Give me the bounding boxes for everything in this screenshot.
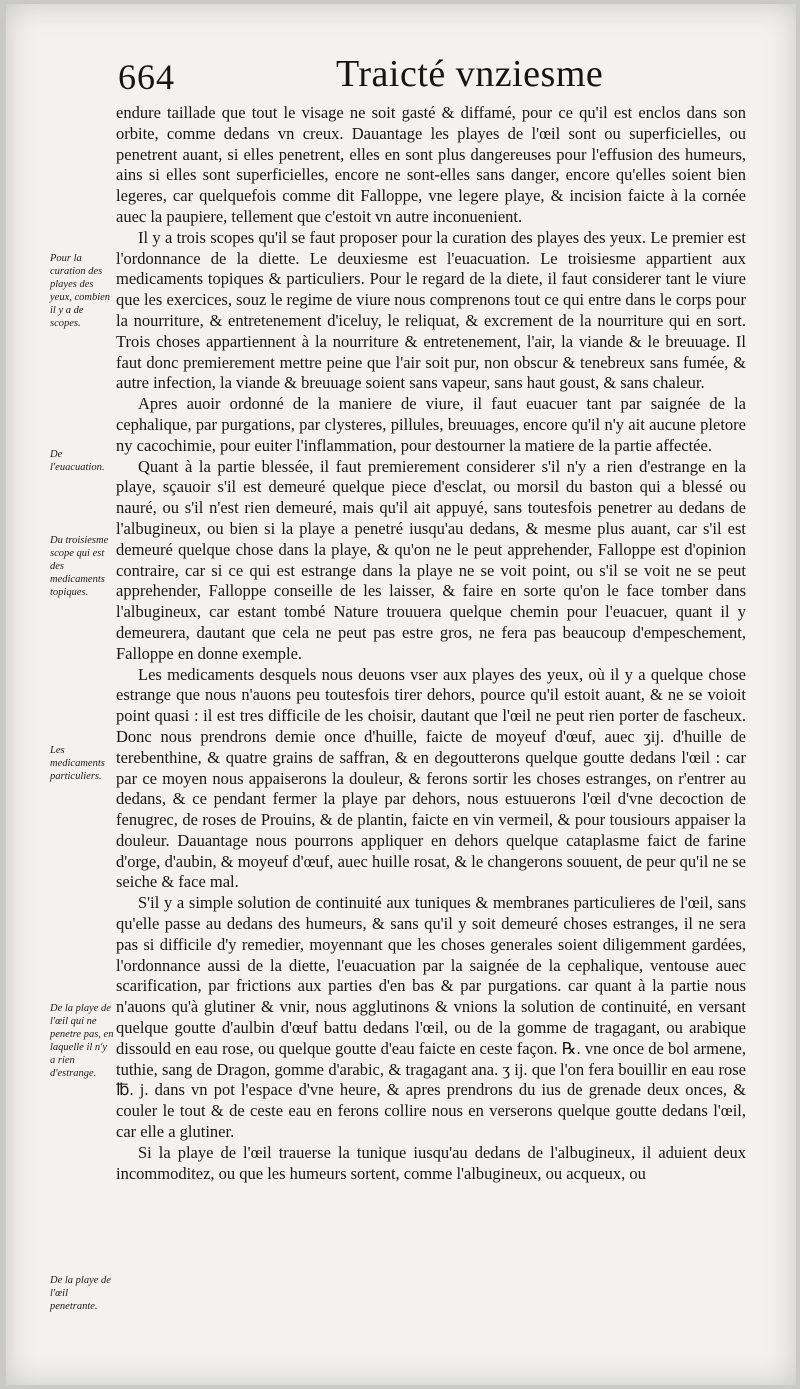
paragraph-medicaments: Les medicaments desquels nous deuons vser aux playes des yeux, où il y a quelque chose estrange que nous n'auons peu toutesfois tirer dehors, pource qu'il estoit auant, & ne se voioit point quasi : il est tres difficile de les choisir, dautant que l'œil ne peut rien porter de fascheux. Donc nous prendrons demie once d'huille, faicte de moyeuf d'œuf, auec ʒij. d'huille de terebenthine, & quatre grains de saffran, & en degoutterons quelque goutte dedans l'œil : car par ce moyen nous appaiserons la douleur, & ferons sortir les choses estranges, on r'entrer au dedans, & ce pendant fermer la playe par dehors, nous estuuerons l'œil d'vne decoction de fenugrec, de roses de Prouins, & de plantin, faicte en vin vermeil, & pour tousiours appaiser la douleur. Dauantage nous pourrons appliquer en dehors quelque cataplasme faict de farine d'orge, d'aubin, & moyeuf d'œuf, auec huille rosat, & le changerons souuent, de peur qu'il ne se seiche & face mal. [116,664,746,892]
sidenote-penetrating-wound: De la playe de l'œil penetrante. [50,1275,111,1312]
paragraph-penetrating-wound: Si la playe de l'œil trauerse la tunique iusqu'au dedans de l'albugineux, il aduient deux incommoditez, ou que les humeurs sortent, comme l'albugineux, ou acqueux, ou [116,1142,746,1183]
sidenote-evacuation: De l'euacuation. [50,449,105,473]
page-number: 664 [118,57,175,97]
body-text [116,103,746,1184]
sidenote-topical-medicaments: Du troisiesme scope qui est des medicaments topiques. [50,535,109,598]
paragraph-simple-solution: S'il y a simple solution de continuité aux tuniques & membranes particulieres de l'œil, sans qu'elle passe au dedans des humeurs, & sans qu'il y soit demeuré choses estranges, il ne sera pas si difficile d'y remedier, moyennant que les choses generales soient diligemment gardées, l'ordonnance aussi de la diette, l'euacuation par la saignée de la cephalique, ventouse auec scarification, par frictions aux parties d'en bas & par purgations. car quant à la partie nous n'auons qu'à glutiner & vnir, nous agglutinons & vnions la solution de continuité, en versant quelque goutte d'aulbin d'œuf battu dedans l'œil, ou de la gomme de tragagant, ou arabique dissould en eau rose, ou quelque goutte d'eau faicte en ceste façon. ℞. vne once de bol armene, tuthie, sang de Dragon, gomme d'arabic, & tragagant ana. ʒ ij. que l'on fera bouillir en eau rose ℔. j. dans vn pot l'espace d'vne heure, & apres prendrons du ius de grenade deux onces, & couler le tout & de ceste eau en ferons collire nous en verserons quelque goutte dedans l'œil, car elle a glutiner. [116,893,746,1142]
sidenote-particular-medicaments: Les medicaments particuliers. [50,745,105,782]
paragraph-evacuation: Apres auoir ordonné de la maniere de viure, il faut euacuer tant par saignée de la cephalique, par purgations, par clysteres, pillules, breuuages, encore qu'il n'y ait aucune pletore ny cacochimie, pour euiter l'inflammation, pour destourner la matiere de la partie affectée. [116,394,746,455]
sidenote-curation: Pour la curation des playes des yeux, combien il y a de scopes. [50,253,111,329]
paragraph-continued: endure taillade que tout le visage ne soit gasté & diffamé, pour ce qu'il est enclos dans son orbite, comme dedans vn creux. Dauantage les playes de l'œil sont ou superficielles, ou penetrent auant, si elles penetrent, elles en sont plus dangereuses pour l'effusion des humeurs, ains si elles sont superficielles, encore ne sont-elles sans danger, encore qu'elles soient bien legeres, car quelquefois comme dit Falloppe, vne legere playe, & incision faicte à la cornée auec la paupiere, tellement que c'estoit vn autre inconuenient. [116,103,746,226]
paragraph-three-scopes: Il y a trois scopes qu'il se faut proposer pour la curation des playes des yeux. Le premier est l'ordonnance de la diette. Le deuxiesme est l'euacuation. Le troisiesme appartient aux medicaments topiques & particuliers. Pour le regard de la diete, il faut considerer tant le viure que les exercices, souz le regime de viure nous comprenons tout ce qui entre dans le corps pour la nourriture, & entretenement d'iceluy, le reliquat, & excrement de la nourriture qui en sort. Trois choses appartiennent à la nourriture & entretenement, l'air, la viande & le breuuage. Il faut donc premierement mettre peine que l'air soit pur, non obscur & tenebreux sans fumée, & autre infection, la viande & breuuage soient sans vapeur, sans haut goust, & sans chaleur. [116,227,746,393]
sidenote-non-penetrating-wound: De la playe de l'œil qui ne penetre pas, en laquelle il n'y a rien d'estrange. [50,1003,114,1079]
paragraph-wounded-part: Quant à la partie blessée, il faut premierement considerer s'il n'y a rien d'estrange en la playe, sçauoir s'il est demeuré quelque piece d'esclat, ou morsil du baston qui a blessé ou nauré, ou s'il n'est rien demeuré, mais qu'il ait appuyé, sans toutesfois penetrer au dedans de l'albugineux, ou bien si la playe a penetré iusqu'au dedans, & mesme plus auant, car s'il est demeuré quelque chose dans la playe, & qu'on ne le peut apprehender, Falloppe est d'opinion contraire, car si ce qui est estrange dans la playe ne se voit point, ou s'il se voit ne se peut apprehender, Falloppe conseille de les laisser, & faire en sorte qu'on le face tomber dans l'albugineux, car estant tombé Nature trouuera quelque chemin pour l'euacuer, quant il y demeurera, dautant que cela ne peut pas estre gros, ne fera pas beaucoup d'empeschement, Falloppe en donne exemple. [116,456,746,663]
book-page [6,4,796,1385]
running-title: Traicté vnziesme [336,53,604,95]
